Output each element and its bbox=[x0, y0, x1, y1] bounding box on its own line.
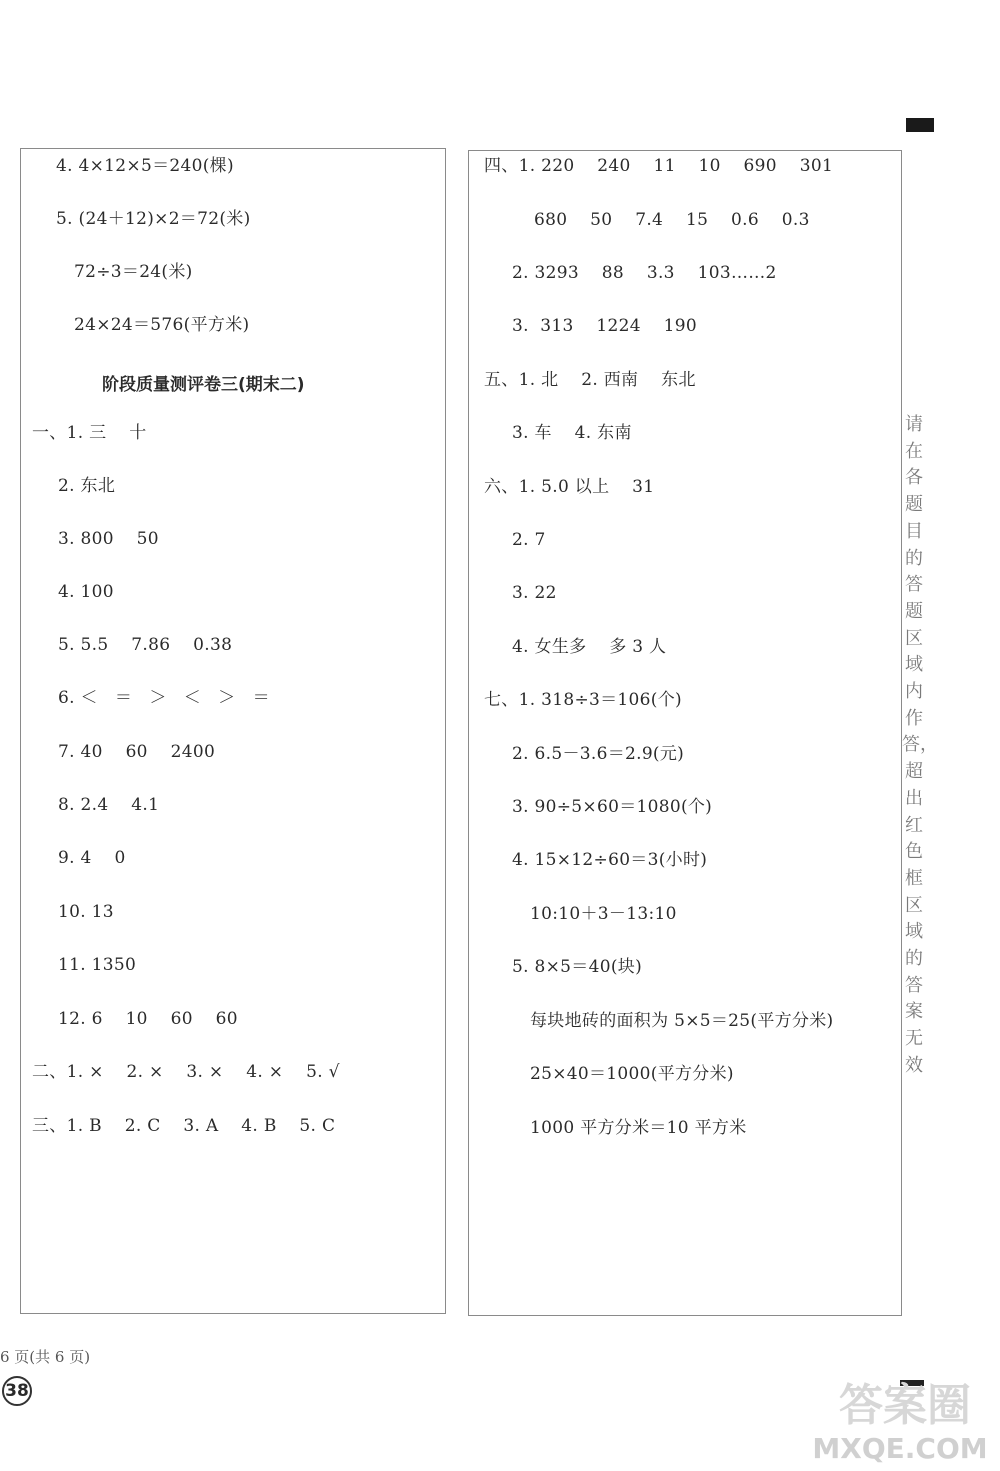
answer-line: 24×24＝576(平方米) bbox=[74, 315, 250, 335]
answer-line: 4. 100 bbox=[58, 582, 114, 602]
footer-page-text: 6 页(共 6 页) bbox=[0, 1348, 91, 1366]
answer-line: 6. ＜ ＝ ＞ ＜ ＞ ＝ bbox=[58, 688, 270, 708]
watermark-logo: 答案圈 bbox=[839, 1380, 971, 1431]
answer-line: 3. 车 4. 东南 bbox=[512, 423, 632, 443]
answer-line: 11. 1350 bbox=[58, 955, 137, 975]
answer-line: 4. 15×12÷60＝3(小时) bbox=[512, 850, 708, 870]
page-number-badge: 38 bbox=[2, 1376, 32, 1406]
answer-line: 2. 3293 88 3.3 103……2 bbox=[512, 263, 777, 283]
answer-line: 5. 8×5＝40(块) bbox=[512, 957, 642, 977]
answer-line: 4. 女生多 多 3 人 bbox=[512, 637, 667, 657]
answer-line: 5. (24＋12)×2＝72(米) bbox=[56, 209, 251, 229]
answer-line: 3. 90÷5×60＝1080(个) bbox=[512, 797, 713, 817]
answer-line: 五、1. 北 2. 西南 东北 bbox=[484, 370, 696, 390]
answer-line: 4. 4×12×5＝240(棵) bbox=[56, 156, 234, 176]
watermark-url: MXQE.COM bbox=[812, 1432, 988, 1465]
answer-line: 25×40＝1000(平方分米) bbox=[530, 1064, 734, 1084]
answer-line: 2. 6.5－3.6＝2.9(元) bbox=[512, 744, 685, 764]
corner-mark bbox=[906, 118, 934, 132]
answer-line: 四、1. 220 240 11 10 690 301 bbox=[484, 156, 834, 176]
answer-line: 六、1. 5.0 以上 31 bbox=[484, 477, 655, 497]
answer-line: 5. 5.5 7.86 0.38 bbox=[58, 635, 233, 655]
answer-line: 9. 4 0 bbox=[58, 848, 126, 868]
answer-line: 1000 平方分米＝10 平方米 bbox=[530, 1118, 747, 1138]
answer-line: 每块地砖的面积为 5×5＝25(平方分米) bbox=[530, 1011, 834, 1031]
answer-line: 2. 7 bbox=[512, 530, 546, 550]
answer-line: 一、1. 三 十 bbox=[32, 423, 147, 443]
answer-line: 12. 6 10 60 60 bbox=[58, 1009, 238, 1029]
answer-line: 7. 40 60 2400 bbox=[58, 742, 216, 762]
answer-line: 二、1. × 2. × 3. × 4. × 5. √ bbox=[32, 1062, 340, 1082]
answer-line: 3. 800 50 bbox=[58, 529, 159, 549]
answer-line: 10:10＋3－13:10 bbox=[530, 904, 677, 924]
answer-line: 3. 313 1224 190 bbox=[512, 316, 698, 336]
answer-line: 72÷3＝24(米) bbox=[74, 262, 193, 282]
answer-line: 2. 东北 bbox=[58, 476, 116, 496]
answer-line: 8. 2.4 4.1 bbox=[58, 795, 160, 815]
answer-line: 三、1. B 2. C 3. A 4. B 5. C bbox=[32, 1116, 336, 1136]
answer-line: 10. 13 bbox=[58, 902, 114, 922]
section-title: 阶段质量测评卷三(期末二) bbox=[102, 375, 305, 395]
side-instruction-note: 请在各题目的答题区域内作答，超出红色框区域的答案无效 bbox=[902, 414, 938, 1076]
answer-line: 3. 22 bbox=[512, 583, 557, 603]
answer-line: 680 50 7.4 15 0.6 0.3 bbox=[534, 210, 810, 230]
answer-line: 七、1. 318÷3＝106(个) bbox=[484, 690, 682, 710]
